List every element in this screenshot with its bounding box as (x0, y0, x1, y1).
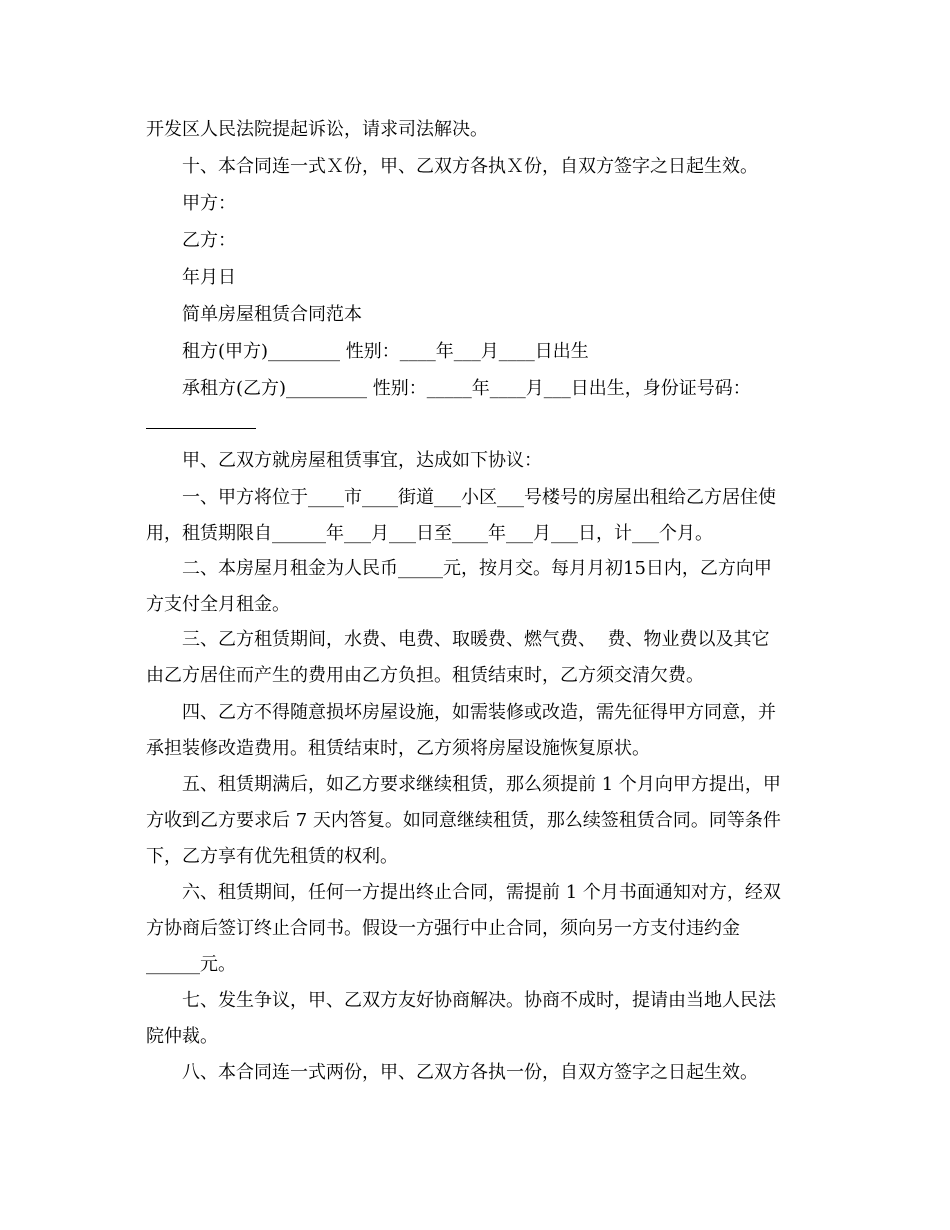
id-number-blank (146, 428, 256, 429)
text-line: 用，租赁期限自______年___月___日至____年___月___日，计___个月。 (146, 523, 713, 544)
text-line: ______元。 (146, 954, 236, 975)
text-line: 七、发生争议，甲、乙双方友好协商解决。协商不成时，提请由当地人民法 (182, 990, 776, 1011)
text-line: 三、乙方租赁期间，水费、电费、取暖费、燃气费、 费、物业费以及其它 (182, 629, 770, 650)
section-title: 简单房屋租赁合同范本 (182, 304, 362, 325)
text-line: 甲、乙双方就房屋租赁事宜，达成如下协议： (182, 450, 542, 471)
text-line: 四、乙方不得随意损坏房屋设施，如需装修或改造，需先征得甲方同意，并 (182, 702, 776, 723)
text-line: 由乙方居住而产生的费用由乙方负担。租赁结束时，乙方须交清欠费。 (146, 665, 704, 686)
text-line: 开发区人民法院提起诉讼，请求司法解决。 (146, 119, 488, 140)
text-line: 租方(甲方)________ 性别：____年___月____日出生 (182, 341, 589, 362)
text-line: 八、本合同连一式两份，甲、乙双方各执一份，自双方签字之日起生效。 (182, 1062, 758, 1083)
text-line: 二、本房屋月租金为人民币_____元，按月交。每月月初15日内，乙方向甲 (182, 558, 772, 579)
text-line: 承租方(乙方)_________ 性别：_____年____月___日出生，身份证号码： (182, 378, 751, 399)
text-line: 方协商后签订终止合同书。假设一方强行中止合同，须向另一方支付违约金 (146, 918, 740, 939)
text-line: 一、甲方将位于____市____街道___小区___号楼号的房屋出租给乙方居住使 (182, 487, 776, 508)
text-line: 方收到乙方要求后 7 天内答复。如同意继续租赁，那么续签租赁合同。同等条件 (146, 810, 781, 831)
text-line: 乙方： (182, 230, 236, 251)
text-line: 五、租赁期满后，如乙方要求继续租赁，那么须提前 1 个月向甲方提出，甲 (182, 774, 781, 795)
text-line: 承担装修改造费用。租赁结束时，乙方须将房屋设施恢复原状。 (146, 738, 650, 759)
text-line: 十、本合同连一式Ｘ份，甲、乙双方各执Ｘ份，自双方签字之日起生效。 (182, 156, 758, 177)
text-line: 年月日 (182, 267, 236, 288)
text-line: 六、租赁期间，任何一方提出终止合同，需提前 1 个月书面通知对方，经双 (182, 882, 781, 903)
text-line: 院仲裁。 (146, 1026, 218, 1047)
text-line: 下，乙方享有优先租赁的权利。 (146, 846, 398, 867)
text-line: 甲方： (182, 193, 236, 214)
text-line: 方支付全月租金。 (146, 594, 290, 615)
